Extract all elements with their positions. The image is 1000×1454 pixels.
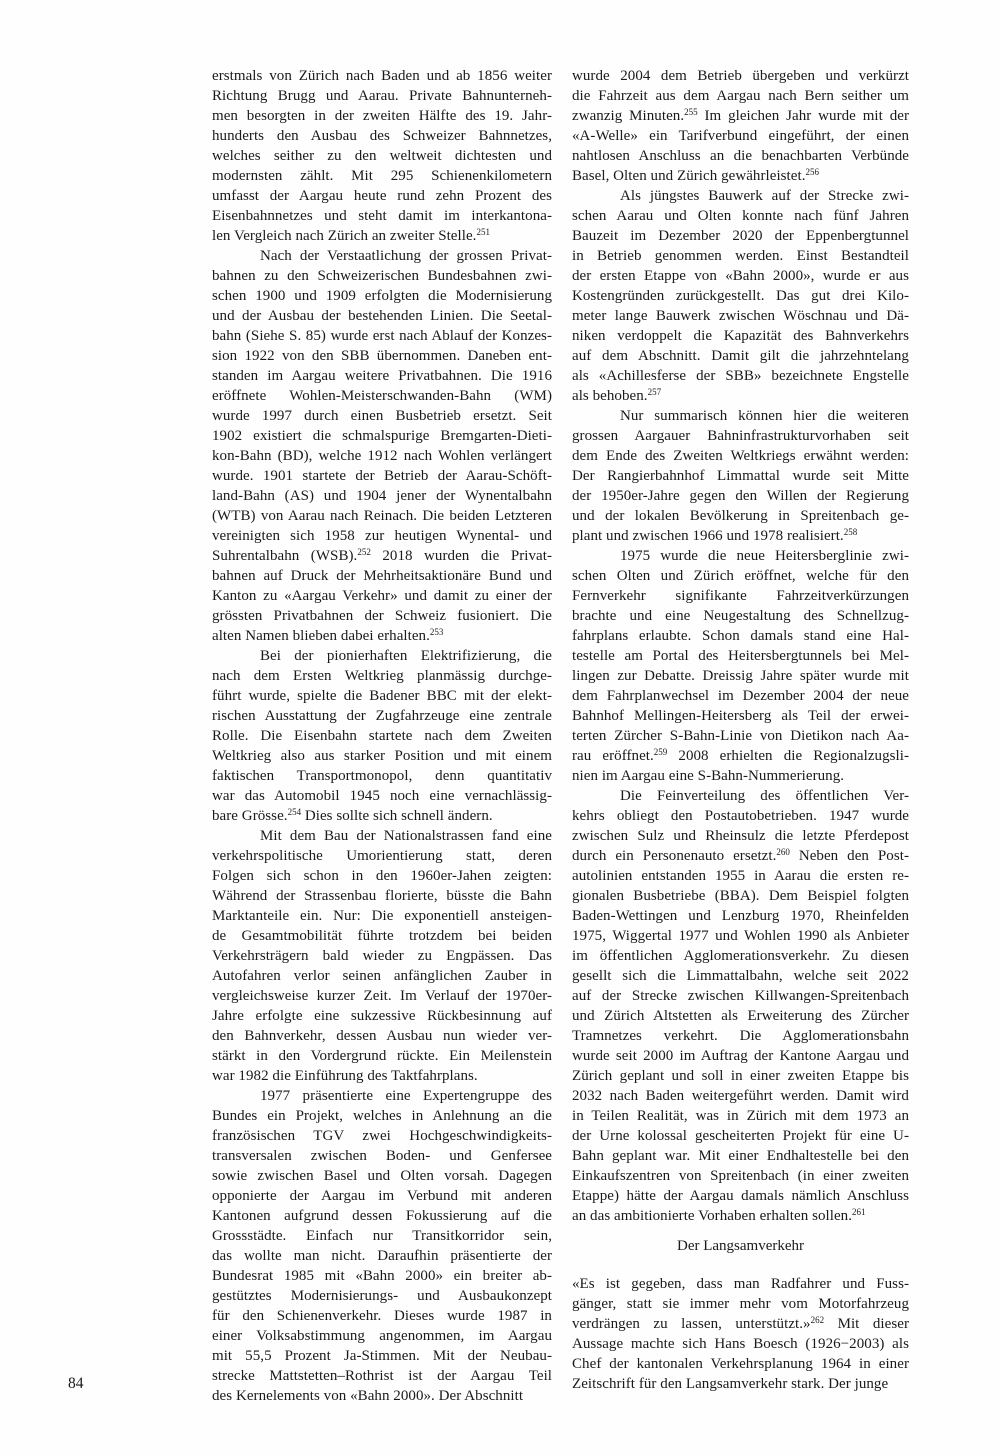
text-line: in Teilen Realität, was in Zürich mit dem 1973 an: [572, 1108, 909, 1124]
text-line: alten Namen blieben dabei erhalten.$^{253}$: [212, 627, 444, 644]
text-line: zwanzig Minuten.$^{255}$ Im gleichen Jahr wurde mit der: [572, 107, 909, 124]
text-line: in Betrieb genommen werden. Einst Bestandteil: [572, 248, 909, 264]
text-line: gänger, statt sie immer mehr vom Motorfahrzeug: [572, 1296, 909, 1312]
text-line: Etappe) hätte der Aargau damals nämlich Anschluss: [572, 1188, 909, 1204]
text-line: nien im Aargau eine S-Bahn-Nummerierung.: [572, 768, 845, 784]
footnote-reference: 253: [429, 627, 444, 637]
text-line: als behoben.$^{257}$: [572, 387, 662, 404]
text-line: opponierte der Aargau im Verbund mit anderen: [212, 1188, 552, 1204]
left-text-column: [212, 66, 552, 1406]
text-line: und Zürich Altstetten als Erweiterung des Zürcher: [572, 1008, 909, 1024]
text-line: grössten Privatbahnen der Schweiz fusioniert. Die: [212, 608, 552, 624]
paragraph: [212, 646, 552, 826]
footnote-reference: 262: [810, 1315, 825, 1325]
text-line: faktischen Transportmonopol, denn quantitativ: [212, 768, 552, 784]
paragraph: [572, 406, 909, 546]
text-line: Kanton zu «Aargau Verkehr» und damit zu einer der: [212, 588, 552, 604]
text-line: Autofahren verlor seinen anfänglichen Zauber in: [212, 968, 552, 984]
text-line: rau eröffnet.$^{259}$ 2008 erhielten die Regionalzugsli-: [572, 747, 909, 764]
text-line: schen Aarau und Olten konnte nach fünf Jahren: [572, 208, 909, 224]
text-line: bahnen zu den Schweizerischen Bundesbahnen zwi-: [212, 268, 552, 284]
text-line: rischen Ausstattung der Zugfahrzeuge eine zentrale: [212, 708, 552, 724]
text-line: Zeitschrift für den Langsamverkehr stark. Der junge: [572, 1376, 889, 1392]
paragraph: [572, 1274, 909, 1394]
text-line: nahtlosen Anschluss an die benachbarten Verbünde: [572, 148, 909, 164]
text-line: hunderts den Ausbau des Schweizer Bahnnetzes,: [212, 128, 552, 144]
text-line: und der lokalen Bevölkerung in Spreitenbach ge-: [572, 508, 909, 524]
text-line: zwischen Sulz und Rheinsulz die letzte Pferdepost: [572, 828, 909, 844]
text-line: autolinien entstanden 1955 in Aarau die ersten re-: [572, 868, 909, 884]
text-line: stärkt in den Vordergrund rückte. Ein Meilenstein: [212, 1048, 552, 1064]
text-line: Während der Strassenbau florierte, büsste die Bahn: [212, 888, 552, 904]
text-line: Nach der Verstaatlichung der grossen Privat-: [260, 248, 552, 264]
text-line: 2032 nach Baden weitergeführt werden. Damit wird: [572, 1088, 909, 1104]
text-line: einer Volksabstimmung angenommen, im Aargau: [212, 1328, 552, 1344]
text-line: 1975 wurde die neue Heitersberglinie zwi-: [620, 548, 909, 564]
text-line: verkehrspolitische Umorientierung statt, deren: [212, 848, 552, 864]
footnote-reference: 260: [776, 847, 790, 857]
text-line: des Kernelements von «Bahn 2000». Der Abschnitt: [212, 1388, 524, 1404]
paragraph: [212, 826, 552, 1086]
text-line: Bahn geplant war. Mit einer Endhaltestelle bei den: [572, 1148, 909, 1164]
text-line: «A-Welle» ein Tarifverbund eingeführt, der einen: [572, 128, 909, 144]
footnote-reference: 259: [653, 747, 668, 757]
text-line: auf der Strecke zwischen Killwangen-Spreitenbach: [572, 988, 909, 1004]
text-line: niken verdoppelt die Kapazität des Bahnverkehrs: [572, 328, 909, 344]
text-line: Bauzeit im Dezember 2020 der Eppenbergtunnel: [572, 228, 909, 244]
text-line: die Fahrzeit aus dem Aargau nach Bern seither um: [572, 88, 909, 104]
text-line: schen 1900 und 1909 erfolgten die Modernisierung: [212, 288, 552, 304]
footnote-reference: 258: [843, 527, 858, 537]
footnote-reference: 255: [684, 107, 698, 117]
text-line: de Gesamtmobilität führte trotzdem bei beiden: [212, 928, 552, 944]
text-line: Jahre erfolgte eine sukzessive Rückbesinnung auf: [212, 1008, 552, 1024]
text-line: bare Grösse.$^{254}$ Dies sollte sich schnell ändern.: [212, 807, 493, 824]
text-line: den Bahnverkehr, dessen Ausbau nun wieder ver-: [212, 1028, 552, 1044]
text-line: Bundes ein Projekt, welches in Anlehnung an die: [212, 1108, 552, 1124]
text-line: Grossstädte. Einfach nur Transitkorridor sein,: [212, 1228, 552, 1244]
text-line: len Vergleich nach Zürich an zweiter Stelle.$^{251}$: [212, 227, 490, 244]
text-line: Richtung Brugg und Aarau. Private Bahnunterneh-: [212, 88, 552, 104]
text-line: Weltkrieg also aus starker Position und mit einem: [212, 748, 552, 764]
text-line: Aussage machte sich Hans Boesch (1926−2003) als: [572, 1336, 909, 1352]
text-line: kehrs obliegt den Postautobetrieben. 1947 wurde: [572, 808, 909, 824]
text-line: gionalen Busbetriebe (BBA). Dem Beispiel folgten: [572, 888, 909, 904]
footnote-reference: 261: [852, 1207, 866, 1217]
text-line: als «Achillesferse der SBB» bezeichnete Engstelle: [572, 368, 909, 384]
text-line: bahnen auf Druck der Mehrheitsaktionäre Bund und: [212, 568, 552, 584]
footnote-reference: 257: [647, 387, 662, 397]
text-line: war 1982 die Einführung des Taktfahrplans.: [212, 1068, 478, 1084]
text-line: auf dem Abschnitt. Damit gilt die jahrzehntelang: [572, 348, 909, 364]
text-line: schen Olten und Zürich eröffnet, welche für den: [572, 568, 909, 584]
paragraph: [212, 1086, 552, 1406]
text-line: Der Rangierbahnhof Limmattal wurde seit Mitte: [572, 468, 909, 484]
text-line: erstmals von Zürich nach Baden und ab 1856 weiter: [212, 68, 552, 84]
text-line: vergleichsweise kurzer Zeit. Im Verlauf der 1970er-: [212, 988, 552, 1004]
text-line: eröffnete Wohlen-Meisterschwanden-Bahn (WM): [212, 388, 552, 404]
text-line: Verkehrsträgern bald wieder zu Engpässen. Das: [212, 948, 552, 964]
text-line: der 1950er-Jahre gegen den Willen der Regierung: [572, 488, 909, 504]
text-line: Einkaufszentren von Spreitenbach (in einer zweiten: [572, 1168, 909, 1184]
text-line: Bei der pionierhaften Elektrifizierung, die: [260, 648, 552, 664]
text-line: lingen zur Debatte. Dreissig Jahre später wurde mit: [572, 668, 909, 684]
paragraph: [572, 186, 909, 406]
text-line: wurde. 1901 startete der Betrieb der Aarau-Schöft-: [212, 468, 552, 484]
text-line: durch ein Personenauto ersetzt.$^{260}$ Neben den Post-: [572, 847, 909, 864]
text-line: französischen TGV zwei Hochgeschwindigkeits-: [212, 1128, 552, 1144]
text-line: das wollte man nicht. Daraufhin präsentierte der: [212, 1248, 552, 1264]
text-line: meter lange Bauwerk zwischen Wöschnau und Dä-: [572, 308, 909, 324]
text-line: fahrplans erlaubte. Schon damals stand eine Hal-: [572, 628, 909, 644]
text-line: modernsten zählt. Mit 295 Schienenkilometern: [212, 168, 552, 184]
text-line: Baden-Wettingen und Lenzburg 1970, Rheinfelden: [572, 908, 909, 924]
text-line: 1975, Wiggertal 1977 und Wohlen 1990 als Anbieter: [572, 928, 909, 944]
text-line: Zürich geplant und soll in einer zweiten Etappe bis: [572, 1068, 909, 1084]
text-line: im öffentlichen Agglomerationsverkehr. Zu diesen: [572, 948, 909, 964]
paragraph: [572, 66, 909, 186]
text-line: dem Ende des Zweiten Weltkriegs erwähnt werden:: [572, 448, 909, 464]
text-line: men besorgten in der zweiten Hälfte des 19. Jahr-: [212, 108, 552, 124]
text-line: bahn (Siehe S. 85) wurde erst nach Ablauf der Konzes-: [212, 328, 552, 344]
text-line: «Es ist gegeben, dass man Radfahrer und Fuss-: [572, 1276, 909, 1292]
text-line: plant und zwischen 1966 und 1978 realisiert.$^{258}$: [572, 527, 858, 544]
text-line: vereinigten sich 1958 zur heutigen Wynental- und: [212, 528, 552, 544]
text-line: für den Schienenverkehr. Dieses wurde 1987 in: [212, 1308, 552, 1324]
text-line: Tramnetzes verkehrt. Die Agglomerationsbahn: [572, 1028, 909, 1044]
text-line: grossen Aargauer Bahninfrastrukturvorhaben seit: [572, 428, 909, 444]
text-line: strecke Mattstetten–Rothrist ist der Aargau Teil: [212, 1368, 552, 1384]
text-line: der Urne kolossal gescheiterten Projekt für eine U-: [572, 1128, 909, 1144]
page-number: 84: [68, 1375, 84, 1392]
text-line: Suhrentalbahn (WSB).$^{252}$ 2018 wurden die Privat-: [212, 547, 552, 564]
text-line: transversalen zwischen Boden- und Genfersee: [212, 1148, 552, 1164]
text-line: der ersten Etappe von «Bahn 2000», wurde er aus: [572, 268, 909, 284]
text-line: testelle am Portal des Heitersbergtunnels bei Mel-: [572, 648, 909, 664]
text-line: sowie zwischen Basel und Olten vorsah. Dagegen: [212, 1168, 552, 1184]
text-line: Eisenbahnnetzes und steht damit im interkantona-: [212, 208, 552, 224]
text-line: Kantonen aufgrund dessen Fokussierung auf die: [212, 1208, 552, 1224]
footnote-reference: 252: [357, 547, 371, 557]
text-line: (WTB) von Aarau nach Reinach. Die beiden Letzteren: [212, 508, 552, 524]
text-line: 1902 existiert die schmalspurige Bremgarten-Dieti-: [212, 428, 552, 444]
text-line: brachte und eine Neugestaltung des Schnellzug-: [572, 608, 909, 624]
text-line: land-Bahn (AS) und 1904 jener der Wynentalbahn: [212, 488, 552, 504]
text-line: nach dem Ersten Weltkrieg planmässig durchge-: [212, 668, 552, 684]
text-line: welches seither zu den weltweit dichtesten und: [212, 148, 552, 164]
paragraph: [212, 246, 552, 646]
text-line: wurde seit 2000 im Auftrag der Kantone Aargau und: [572, 1048, 909, 1064]
text-line: Rolle. Die Eisenbahn startete nach dem Zweiten: [212, 728, 552, 744]
text-line: mit 55,5 Prozent Ja-Stimmen. Mit der Neubau-: [212, 1348, 552, 1364]
paragraph: [212, 66, 552, 246]
text-line: an das ambitionierte Vorhaben erhalten sollen.$^{261}$: [572, 1207, 866, 1224]
text-line: 1977 präsentierte eine Expertengruppe des: [260, 1088, 552, 1104]
text-line: wurde 2004 dem Betrieb übergeben und verkürzt: [572, 68, 909, 84]
footnote-reference: 254: [287, 807, 302, 817]
section-heading: Der Langsamverkehr: [676, 1238, 805, 1254]
text-line: Nur summarisch können hier die weiteren: [620, 408, 909, 424]
text-line: wurde 1997 durch einen Busbetrieb ersetzt. Seit: [212, 408, 552, 424]
text-line: Bahnhof Mellingen-Heitersberg als Teil der erwei-: [572, 708, 909, 724]
text-line: sion 1922 von den SBB übernommen. Daneben ent-: [212, 348, 552, 364]
text-line: Fernverkehr signifikante Fahrzeitverkürzungen: [572, 588, 909, 604]
text-line: standen im Aargau weitere Privatbahnen. Die 1916: [212, 368, 552, 384]
text-line: verdrängen zu lassen, unterstützt.»$^{262}$ Mit dieser: [572, 1315, 909, 1332]
text-line: Chef der kantonalen Verkehrsplanung 1964 in einer: [572, 1356, 909, 1372]
text-line: kon-Bahn (BD), welche 1912 nach Wohlen verlängert: [212, 448, 552, 464]
text-line: war das Automobil 1945 noch eine vernachlässig-: [212, 788, 552, 804]
text-line: und der Ausbau der bestehenden Linien. Die Seetal-: [212, 308, 552, 324]
text-line: Kostengründen zurückgestellt. Das gut drei Kilo-: [572, 288, 909, 304]
text-line: Bundesrat 1985 mit «Bahn 2000» ein breiter ab-: [212, 1268, 552, 1284]
footnote-reference: 251: [476, 227, 490, 237]
right-text-column: [572, 66, 909, 1394]
paragraph: [572, 786, 909, 1226]
text-line: terten Zürcher S-Bahn-Linie von Dietikon nach Aa-: [572, 728, 909, 744]
text-line: Als jüngstes Bauwerk auf der Strecke zwi-: [620, 188, 909, 204]
text-line: Basel, Olten und Zürich gewährleistet.$^{256}$: [572, 167, 819, 184]
text-line: Mit dem Bau der Nationalstrassen fand eine: [260, 828, 552, 844]
text-line: gesellt sich die Limmattalbahn, welche seit 2022: [572, 968, 909, 984]
text-line: Folgen sich schon in den 1960er-Jahen zeigten:: [212, 868, 552, 884]
footnote-reference: 256: [805, 167, 819, 177]
text-line: dem Fahrplanwechsel im Dezember 2004 der neue: [572, 688, 909, 704]
paragraph: [572, 546, 909, 786]
text-line: Marktanteile ein. Nur: Die exponentiell ansteigen-: [212, 908, 552, 924]
text-line: umfasst der Aargau heute rund zehn Prozent des: [212, 188, 552, 204]
text-line: führt wurde, spielte die Badener BBC mit der elekt-: [212, 688, 552, 704]
text-line: Die Feinverteilung des öffentlichen Ver-: [620, 788, 909, 804]
text-line: gestütztes Modernisierungs- und Ausbaukonzept: [212, 1288, 552, 1304]
